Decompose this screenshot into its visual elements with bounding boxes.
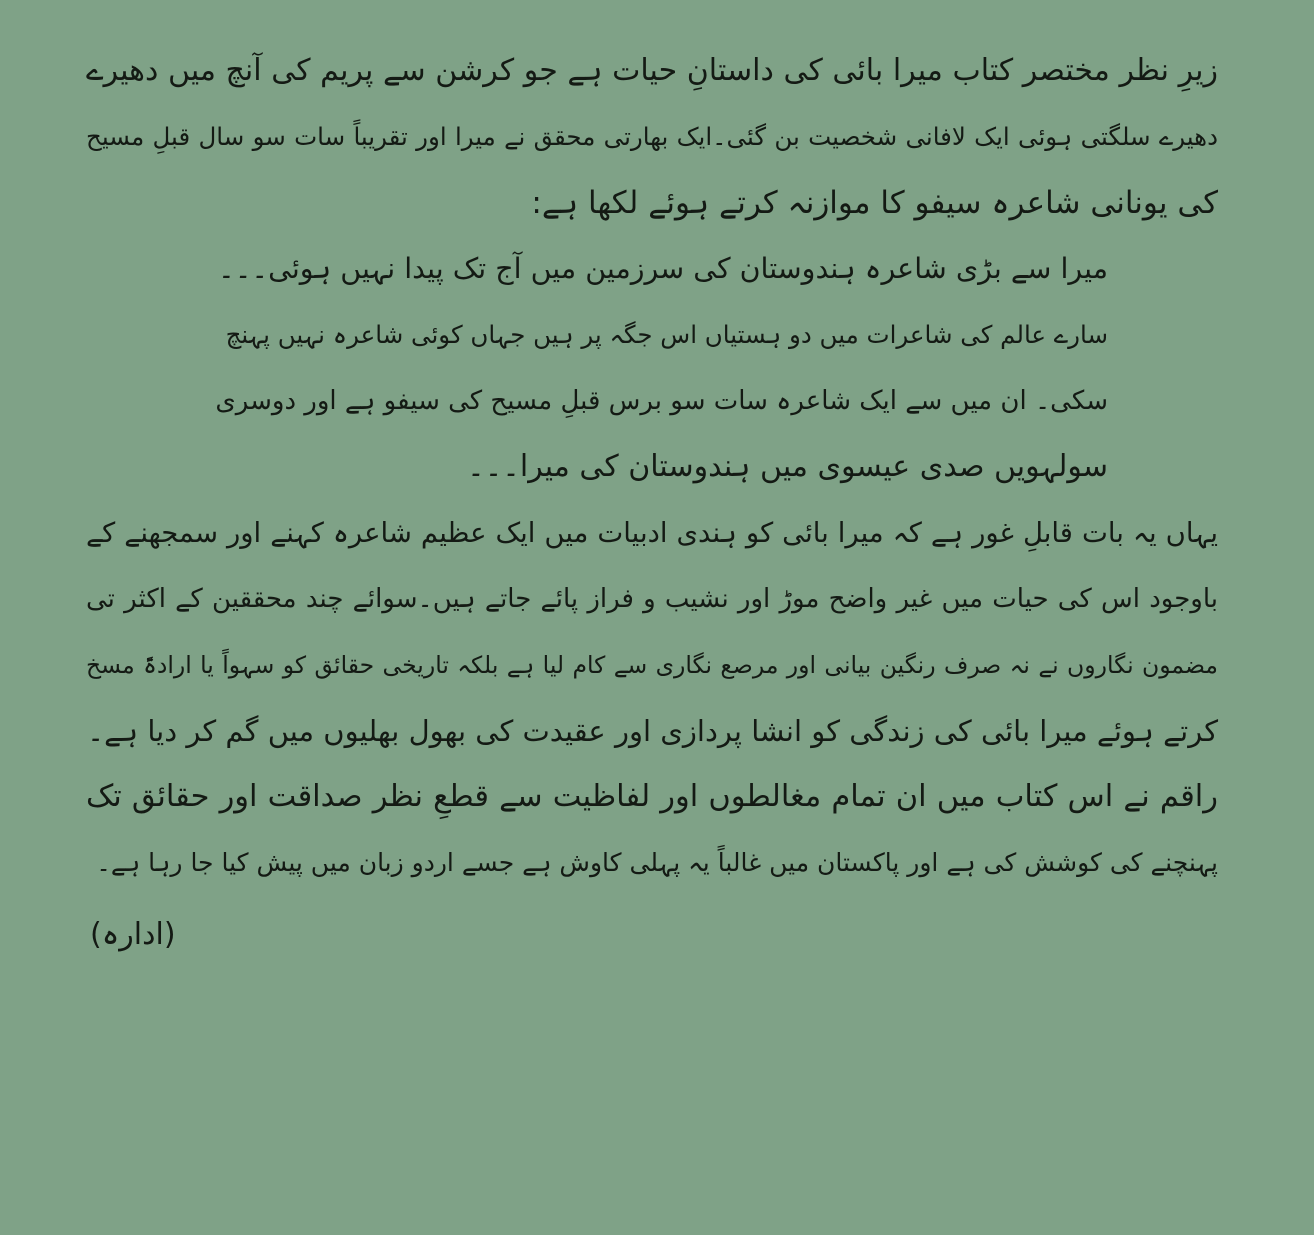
closing-paragraph <box>86 764 1218 896</box>
quote-line: سارے عالم کی شاعرات میں دو ہستیاں اس جگہ پر ہیں جہاں کوئی شاعرہ نہیں پہنچ <box>225 320 1108 349</box>
paragraph-line: یہاں یہ بات قابلِ غور ہے کہ میرا بائی کو ہندی ادبیات میں ایک عظیم شاعرہ کہنے اور سمجھنے کے <box>86 517 1218 549</box>
quote-line: سولہویں صدی عیسوی میں ہندوستان کی میرا۔۔۔ <box>467 449 1108 484</box>
paragraph-line: پہنچنے کی کوشش کی ہے اور پاکستان میں غالباً یہ پہلی کاوش ہے جسے اردو زبان میں پیش کیا جا رہا ہے۔ <box>96 848 1218 877</box>
block-quote <box>86 236 1218 500</box>
signature: (ادارہ) <box>90 917 176 952</box>
paragraph-line: کرتے ہوئے میرا بائی کی زندگی کو انشا پردازی اور عقیدت کی بھول بھلیوں میں گم کر دیا ہے۔ <box>87 714 1218 748</box>
paragraph-line: دھیرے سلگتی ہوئی ایک لافانی شخصیت بن گئی۔ایک بھارتی محقق نے میرا اور تقریباً سات سو سال قبلِ مسیح <box>86 122 1218 151</box>
paragraph-line: راقم نے اس کتاب میں ان تمام مغالطوں اور لفاظیت سے قطعِ نظر صداقت اور حقائق تک <box>86 779 1218 814</box>
paragraph-line: کی یونانی شاعرہ سیفو کا موازنہ کرتے ہوئے لکھا ہے: <box>531 185 1218 221</box>
intro-paragraph <box>86 38 1218 236</box>
quote-line: سکی۔ ان میں سے ایک شاعرہ سات سو برس قبلِ مسیح کی سیفو ہے اور دوسری <box>215 386 1108 416</box>
paragraph-line: مضمون نگاروں نے نہ صرف رنگین بیانی اور مرصع نگاری سے کام لیا ہے بلکہ تاریخی حقائق کو سہواً یا ارادۃً مسخ <box>86 651 1218 679</box>
paragraph-line: زیرِ نظر مختصر کتاب میرا بائی کی داستانِ حیات ہے جو کرشن سے پریم کی آنچ میں دھیرے <box>86 53 1218 88</box>
body-paragraph <box>86 500 1218 764</box>
paragraph-line: باوجود اس کی حیات میں غیر واضح موڑ اور نشیب و فراز پائے جاتے ہیں۔سوائے چند محققین کے اکثر تی <box>86 584 1218 614</box>
quote-line: میرا سے بڑی شاعرہ ہندوستان کی سرزمین میں آج تک پیدا نہیں ہوئی۔۔۔ <box>218 252 1108 285</box>
